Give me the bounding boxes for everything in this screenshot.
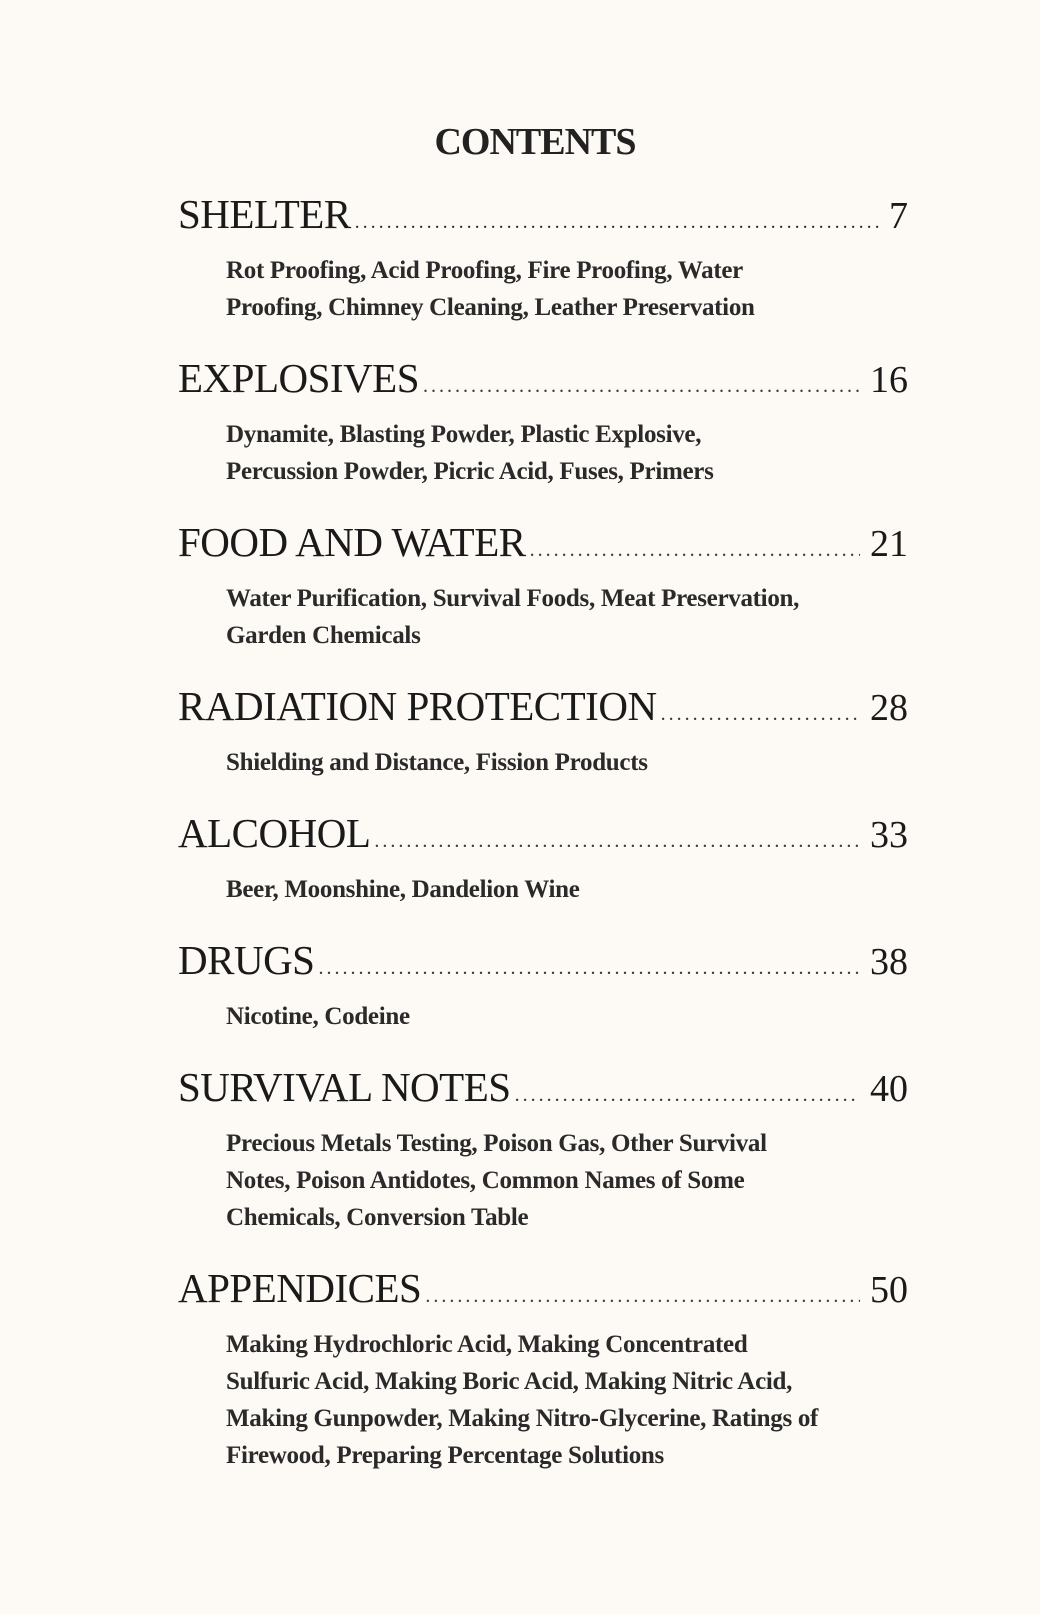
toc-section-alcohol xyxy=(178,807,908,908)
section-heading: DRUGS xyxy=(178,937,315,983)
page-number: 40 xyxy=(870,1068,908,1110)
toc-section-drugs xyxy=(178,934,908,1035)
toc-section-survival-notes xyxy=(178,1061,908,1236)
description-line: Beer, Moonshine, Dandelion Wine xyxy=(226,876,580,903)
description-line: Rot Proofing, Acid Proofing, Fire Proofing, Water xyxy=(226,257,743,284)
description-line: Percussion Powder, Picric Acid, Fuses, Primers xyxy=(226,458,714,485)
section-description xyxy=(226,871,908,908)
page-number: 21 xyxy=(870,523,908,565)
section-description xyxy=(226,744,908,781)
description-line: Making Gunpowder, Making Nitro-Glycerine, Ratings of xyxy=(226,1405,819,1432)
toc-heading-row[interactable] xyxy=(178,1262,908,1322)
dot-leader xyxy=(374,815,860,867)
toc-heading-row[interactable] xyxy=(178,1061,908,1121)
description-line: Chemicals, Conversion Table xyxy=(226,1204,529,1231)
description-line: Dynamite, Blasting Powder, Plastic Explosive, xyxy=(226,421,702,448)
toc-heading-row[interactable] xyxy=(178,352,908,412)
toc-section-explosives xyxy=(178,352,908,490)
section-description xyxy=(226,1326,908,1474)
section-description xyxy=(226,252,908,326)
section-heading: ALCOHOL xyxy=(178,810,371,856)
page-number: 38 xyxy=(870,941,908,983)
page-title: CONTENTS xyxy=(434,121,636,163)
description-line: Shielding and Distance, Fission Products xyxy=(226,749,648,776)
toc-heading-row[interactable] xyxy=(178,934,908,994)
dot-leader xyxy=(355,196,879,248)
description-line: Precious Metals Testing, Poison Gas, Other Survival xyxy=(226,1130,767,1157)
page-number: 33 xyxy=(870,814,908,856)
description-line: Notes, Poison Antidotes, Common Names of Some xyxy=(226,1167,745,1194)
page-number: 16 xyxy=(870,359,908,401)
dot-leader xyxy=(530,524,860,576)
toc-heading-row[interactable] xyxy=(178,516,908,576)
toc-section-radiation-protection xyxy=(178,680,908,781)
dot-leader xyxy=(318,942,860,994)
section-heading: SHELTER xyxy=(178,191,351,237)
section-heading: FOOD AND WATER xyxy=(178,519,526,565)
page-number: 50 xyxy=(870,1269,908,1311)
section-heading: EXPLOSIVES xyxy=(178,355,420,401)
toc-heading-row[interactable] xyxy=(178,188,908,248)
dot-leader xyxy=(515,1069,860,1121)
section-description xyxy=(226,1125,908,1236)
toc-section-shelter xyxy=(178,188,908,326)
table-of-contents xyxy=(178,188,908,1474)
toc-section-food-and-water xyxy=(178,516,908,654)
description-line: Water Purification, Survival Foods, Meat Preservation, xyxy=(226,585,800,612)
description-line: Firewood, Preparing Percentage Solutions xyxy=(226,1442,664,1469)
section-description xyxy=(226,416,908,490)
toc-heading-row[interactable] xyxy=(178,807,908,867)
page-number: 28 xyxy=(870,687,908,729)
description-line: Nicotine, Codeine xyxy=(226,1003,410,1030)
dot-leader xyxy=(423,360,860,412)
dot-leader xyxy=(661,688,860,740)
section-heading: SURVIVAL NOTES xyxy=(178,1064,511,1110)
description-line: Proofing, Chimney Cleaning, Leather Preservation xyxy=(226,294,755,321)
description-line: Sulfuric Acid, Making Boric Acid, Making Nitric Acid, xyxy=(226,1368,793,1395)
toc-heading-row[interactable] xyxy=(178,680,908,740)
section-description xyxy=(226,998,908,1035)
section-description xyxy=(226,580,908,654)
section-heading: APPENDICES xyxy=(178,1265,422,1311)
toc-section-appendices xyxy=(178,1262,908,1474)
dot-leader xyxy=(425,1270,860,1322)
section-heading: RADIATION PROTECTION xyxy=(178,683,657,729)
description-line: Garden Chemicals xyxy=(226,622,421,649)
page-number: 7 xyxy=(889,195,908,237)
description-line: Making Hydrochloric Acid, Making Concentrated xyxy=(226,1331,748,1358)
